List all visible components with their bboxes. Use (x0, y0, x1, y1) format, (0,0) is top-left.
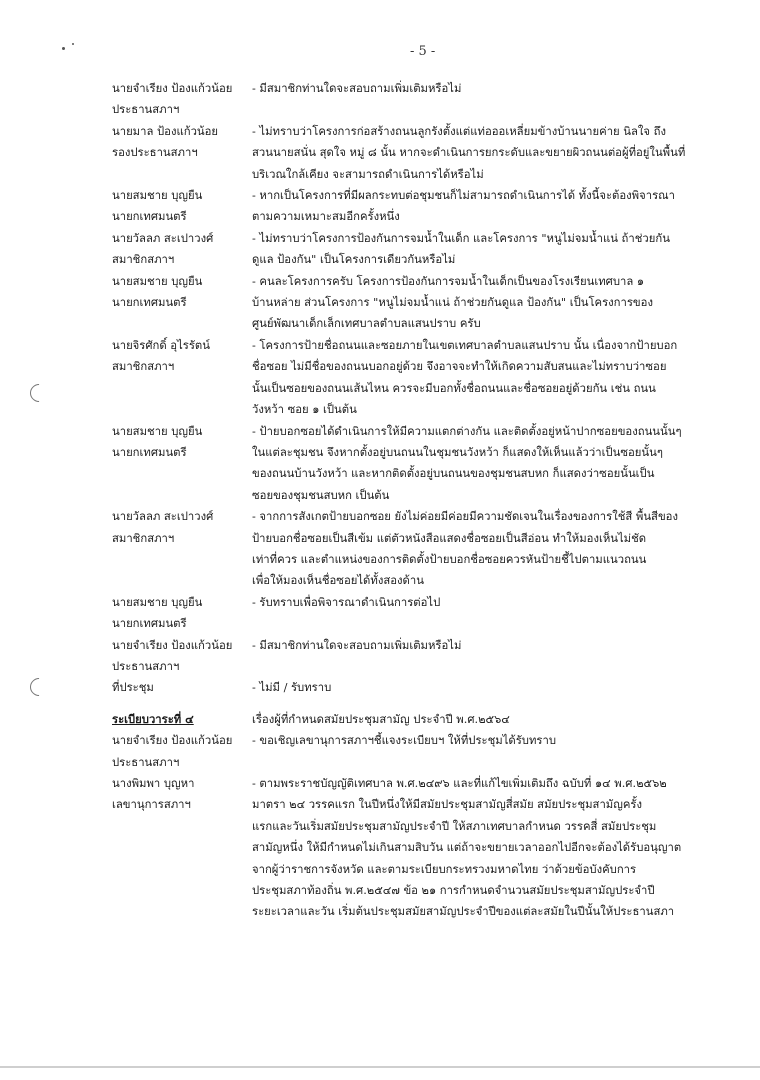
statement (252, 421, 712, 507)
agenda-title-cell (252, 709, 712, 730)
speaker (112, 421, 252, 464)
statement (252, 635, 712, 656)
agenda-label-cell (112, 709, 252, 730)
statement-line: นั้นเป็นซอยของถนนเส้นไหน ควรจะมีบอกทั้งชื่อถนนและชื่อซอยอยู่ด้วยกัน เช่น ถนน (252, 381, 656, 395)
speaker (112, 635, 252, 678)
speaker-name: นายสมชาย บุญยืน (112, 274, 203, 288)
minutes-entry (112, 421, 712, 507)
page-number: - 5 - (410, 44, 436, 59)
minutes-entry (112, 635, 712, 678)
agenda-heading (112, 709, 712, 730)
statement-line: - ขอเชิญเลขานุการสภาฯชี้แจงระเบียบฯ ให้ที่ประชุมได้รับทราบ (252, 734, 557, 748)
statement-line: ประชุมสภาท้องถิ่น พ.ศ.๒๕๔๗ ข้อ ๒๑ การกำหนดจำนวนสมัยประชุมสามัญประจำปี (252, 884, 655, 898)
statement-line: - มีสมาชิกท่านใดจะสอบถามเพิ่มเติมหรือไม่ (252, 638, 462, 652)
statement-line: - ป้ายบอกซอยได้ดำเนินการให้มีความแตกต่างกัน และติดตั้งอยู่หน้าปากซอยของถนนนั้นๆ (252, 424, 682, 438)
statement-line: บริเวณใกล้เคียง จะสามารถดำเนินการได้หรือไม่ (252, 167, 484, 181)
statement (252, 78, 712, 99)
statement-line: - ตามพระราชบัญญัติเทศบาล พ.ศ.๒๔๙๖ และที่แก้ไขเพิ่มเติมถึง ฉบับที่ ๑๔ พ.ศ.๒๕๖๒ (252, 777, 667, 790)
speaker-name: นางพิมพา บุญหา (112, 777, 195, 790)
statement (252, 271, 712, 335)
statement-line: - ไม่ทราบว่าโครงการก่อสร้างถนนลูกรังตั้งแต่แท่อออเหลี่ยมข้างบ้านนายค่าย นิลใจ ถึง (252, 124, 666, 138)
speaker-role: นายกเทศมนตรี (112, 617, 187, 631)
statement (252, 773, 712, 923)
speaker (112, 335, 252, 378)
statement-line: ดูแล ป้องกัน" เป็นโครงการเดียวกันหรือไม่ (252, 253, 456, 267)
speaker (112, 78, 252, 121)
scan-bottom-edge (0, 1066, 760, 1068)
statement-line: สวนนายสนั่น สุดใจ หมู่ ๘ นั้น หากจะดำเนินการยกระดับและขยายผิวถนนต่อผู้ที่อยู่ในพื้นที่ (252, 146, 686, 160)
speaker-role: สมาชิกสภาฯ (112, 360, 175, 374)
speaker-role: ประธานสภาฯ (112, 755, 180, 769)
speaker-role: สมาชิกสภาฯ (112, 253, 175, 267)
speaker (112, 121, 252, 164)
statement-line: - หากเป็นโครงการที่มีผลกระทบต่อชุมชนก็ไม่สามารถดำเนินการได้ ทั้งนี้จะต้องพิจารณา (252, 189, 675, 203)
speaker-name: นายจำเรียง ป้องแก้วน้อย (112, 82, 233, 95)
scan-speck (72, 43, 74, 45)
statement-line: ระยะเวลาและวัน เริ่มต้นประชุมสมัยสามัญประจำปีของแต่ละสมัยในปีนั้นให้ประธานสภา (252, 905, 675, 919)
statement (252, 335, 712, 421)
speaker (112, 730, 252, 773)
speaker-role: สมาชิกสภาฯ (112, 531, 175, 545)
statement (252, 506, 712, 592)
speaker-name: นายจิรศักดิ์ อุไรรัตน์ (112, 338, 210, 352)
speaker-role: ประธานสภาฯ (112, 103, 180, 117)
speaker (112, 271, 252, 314)
statement (252, 185, 712, 228)
speaker-name: ที่ประชุม (112, 681, 154, 695)
punch-hole-mark (26, 380, 51, 405)
speaker (112, 592, 252, 635)
speaker-name: นายสมชาย บุญยืน (112, 189, 203, 203)
speaker-name: นายสมชาย บุญยืน (112, 424, 203, 438)
speaker-role: นายกเทศมนตรี (112, 445, 187, 459)
statement-line: - ไม่มี / รับทราบ (252, 681, 332, 695)
minutes-body (112, 78, 712, 923)
minutes-entry (112, 506, 712, 592)
statement-line: - จากการสังเกตป้ายบอกซอย ยังไม่ค่อยมีค่อยมีความชัดเจนในเรื่องของการใช้สี พื้นสีของ (252, 510, 678, 524)
statement (252, 592, 712, 613)
statement-line: เพื่อให้มองเห็นชื่อซอยได้ทั้งสองด้าน (252, 574, 424, 588)
speaker-name: นายจำเรียง ป้องแก้วน้อย (112, 638, 233, 652)
speaker-role: ประธานสภาฯ (112, 659, 180, 673)
spacer (112, 699, 712, 709)
statement-line: - ไม่ทราบว่าโครงการป้องกันการจมน้ำในเด็ก และโครงการ "หนูไม่จมน้ำแน่ ถ้าช่วยกัน (252, 231, 670, 245)
statement-line: ศูนย์พัฒนาเด็กเล็กเทศบาลตำบลแสนปราบ ครับ (252, 317, 481, 331)
minutes-entry (112, 592, 712, 635)
statement-line: - คนละโครงการครับ โครงการป้องกันการจมน้ำในเด็กเป็นของโรงเรียนเทศบาล ๑ (252, 274, 645, 288)
statement (252, 677, 712, 698)
statement-line: - มีสมาชิกท่านใดจะสอบถามเพิ่มเติมหรือไม่ (252, 82, 462, 95)
speaker-role: นายกเทศมนตรี (112, 210, 187, 224)
scan-speck (62, 47, 65, 50)
statement-line: สามัญหนึ่ง ให้มีกำหนดไม่เกินสามสิบวัน แต่ถ้าจะขยายเวลาออกไปอีกจะต้องได้รับอนุญาต (252, 841, 682, 855)
statement (252, 730, 712, 751)
statement (252, 228, 712, 271)
minutes-entry (112, 677, 712, 698)
minutes-entry (112, 271, 712, 335)
statement-line: ป้ายบอกชื่อซอยเป็นสีเข้ม แต่ตัวหนังสือแสดงชื่อซอยเป็นสีอ่อน ทำให้มองเห็นไม่ชัด (252, 531, 647, 545)
statement-line: บ้านหล่าย ส่วนโครงการ "หนูไม่จมน้ำแน่ ถ้าช่วยกันดูแล ป้องกัน" เป็นโครงการของ (252, 296, 653, 310)
statement-line: เท่าที่ควร และตำแหน่งของการติดตั้งป้ายบอกชื่อซอยควรหันป้ายชี้ไปตามแนวถนน (252, 552, 647, 566)
statement-line: ตามความเหมาะสมอีกครั้งหนึ่ง (252, 210, 400, 224)
agenda-label: ระเบียบวาระที่ ๔ (112, 711, 194, 726)
statement-line: จากผู้ว่าราชการจังหวัด และตามระเบียบกระทรวงมหาดไทย ว่าด้วยข้อบังคับการ (252, 862, 637, 876)
minutes-entry (112, 773, 712, 923)
speaker-name: นายสมชาย บุญยืน (112, 595, 203, 609)
speaker-name: นายวัลลภ สะเปาวงศ์ (112, 510, 214, 524)
agenda-title: เรื่องผู้ที่กำหนดสมัยประชุมสามัญ ประจำปี พ.ศ.๒๕๖๔ (252, 712, 510, 726)
punch-hole-mark (26, 674, 51, 699)
minutes-entry (112, 228, 712, 271)
statement-line: วังหว้า ซอย ๑ เป็นต้น (252, 403, 357, 417)
speaker-role: เลขานุการสภาฯ (112, 798, 191, 812)
speaker (112, 677, 252, 698)
statement-line: ซอยของชุมชนสบหก เป็นต้น (252, 488, 390, 502)
statement-line: มาตรา ๒๔ วรรคแรก ในปีหนึ่งให้มีสมัยประชุมสามัญสี่สมัย สมัยประชุมสามัญครั้ง (252, 798, 643, 812)
speaker-role: นายกเทศมนตรี (112, 296, 187, 310)
statement-line: แรกและวันเริ่มสมัยประชุมสามัญประจำปี ให้สภาเทศบาลกำหนด วรรคสี่ สมัยประชุม (252, 819, 657, 833)
minutes-entry (112, 730, 712, 773)
speaker (112, 773, 252, 816)
minutes-entry (112, 121, 712, 185)
speaker-name: นายมาล ป้องแก้วน้อย (112, 124, 219, 138)
minutes-entry (112, 185, 712, 228)
statement-line: ของถนนบ้านวังหว้า และหากติดตั้งอยู่บนถนนของชุมชนสบหก ก็แสดงว่าซอยนั้นเป็น (252, 467, 655, 481)
speaker-name: นายจำเรียง ป้องแก้วน้อย (112, 734, 233, 748)
statement (252, 121, 712, 185)
speaker (112, 228, 252, 271)
statement-line: ในแต่ละชุมชน จึงหากตั้งอยู่บนถนนในชุมชนวังหว้า ก็แสดงให้เห็นแล้วว่าเป็นซอยนั้นๆ (252, 445, 663, 459)
minutes-entry (112, 335, 712, 421)
statement-line: - รับทราบเพื่อพิจารณาดำเนินการต่อไป (252, 595, 441, 609)
statement-line: - โครงการป้ายชื่อถนนและซอยภายในเขตเทศบาลตำบลแสนปราบ นั้น เนื่องจากป้ายบอก (252, 338, 678, 352)
speaker-name: นายวัลลภ สะเปาวงศ์ (112, 231, 214, 245)
speaker-role: รองประธานสภาฯ (112, 146, 198, 160)
speaker (112, 506, 252, 549)
speaker (112, 185, 252, 228)
minutes-entry (112, 78, 712, 121)
statement-line: ชื่อซอย ไม่มีชื่อของถนนบอกอยู่ด้วย จึงอาจจะทำให้เกิดความสับสนและไม่ทราบว่าซอย (252, 360, 667, 374)
